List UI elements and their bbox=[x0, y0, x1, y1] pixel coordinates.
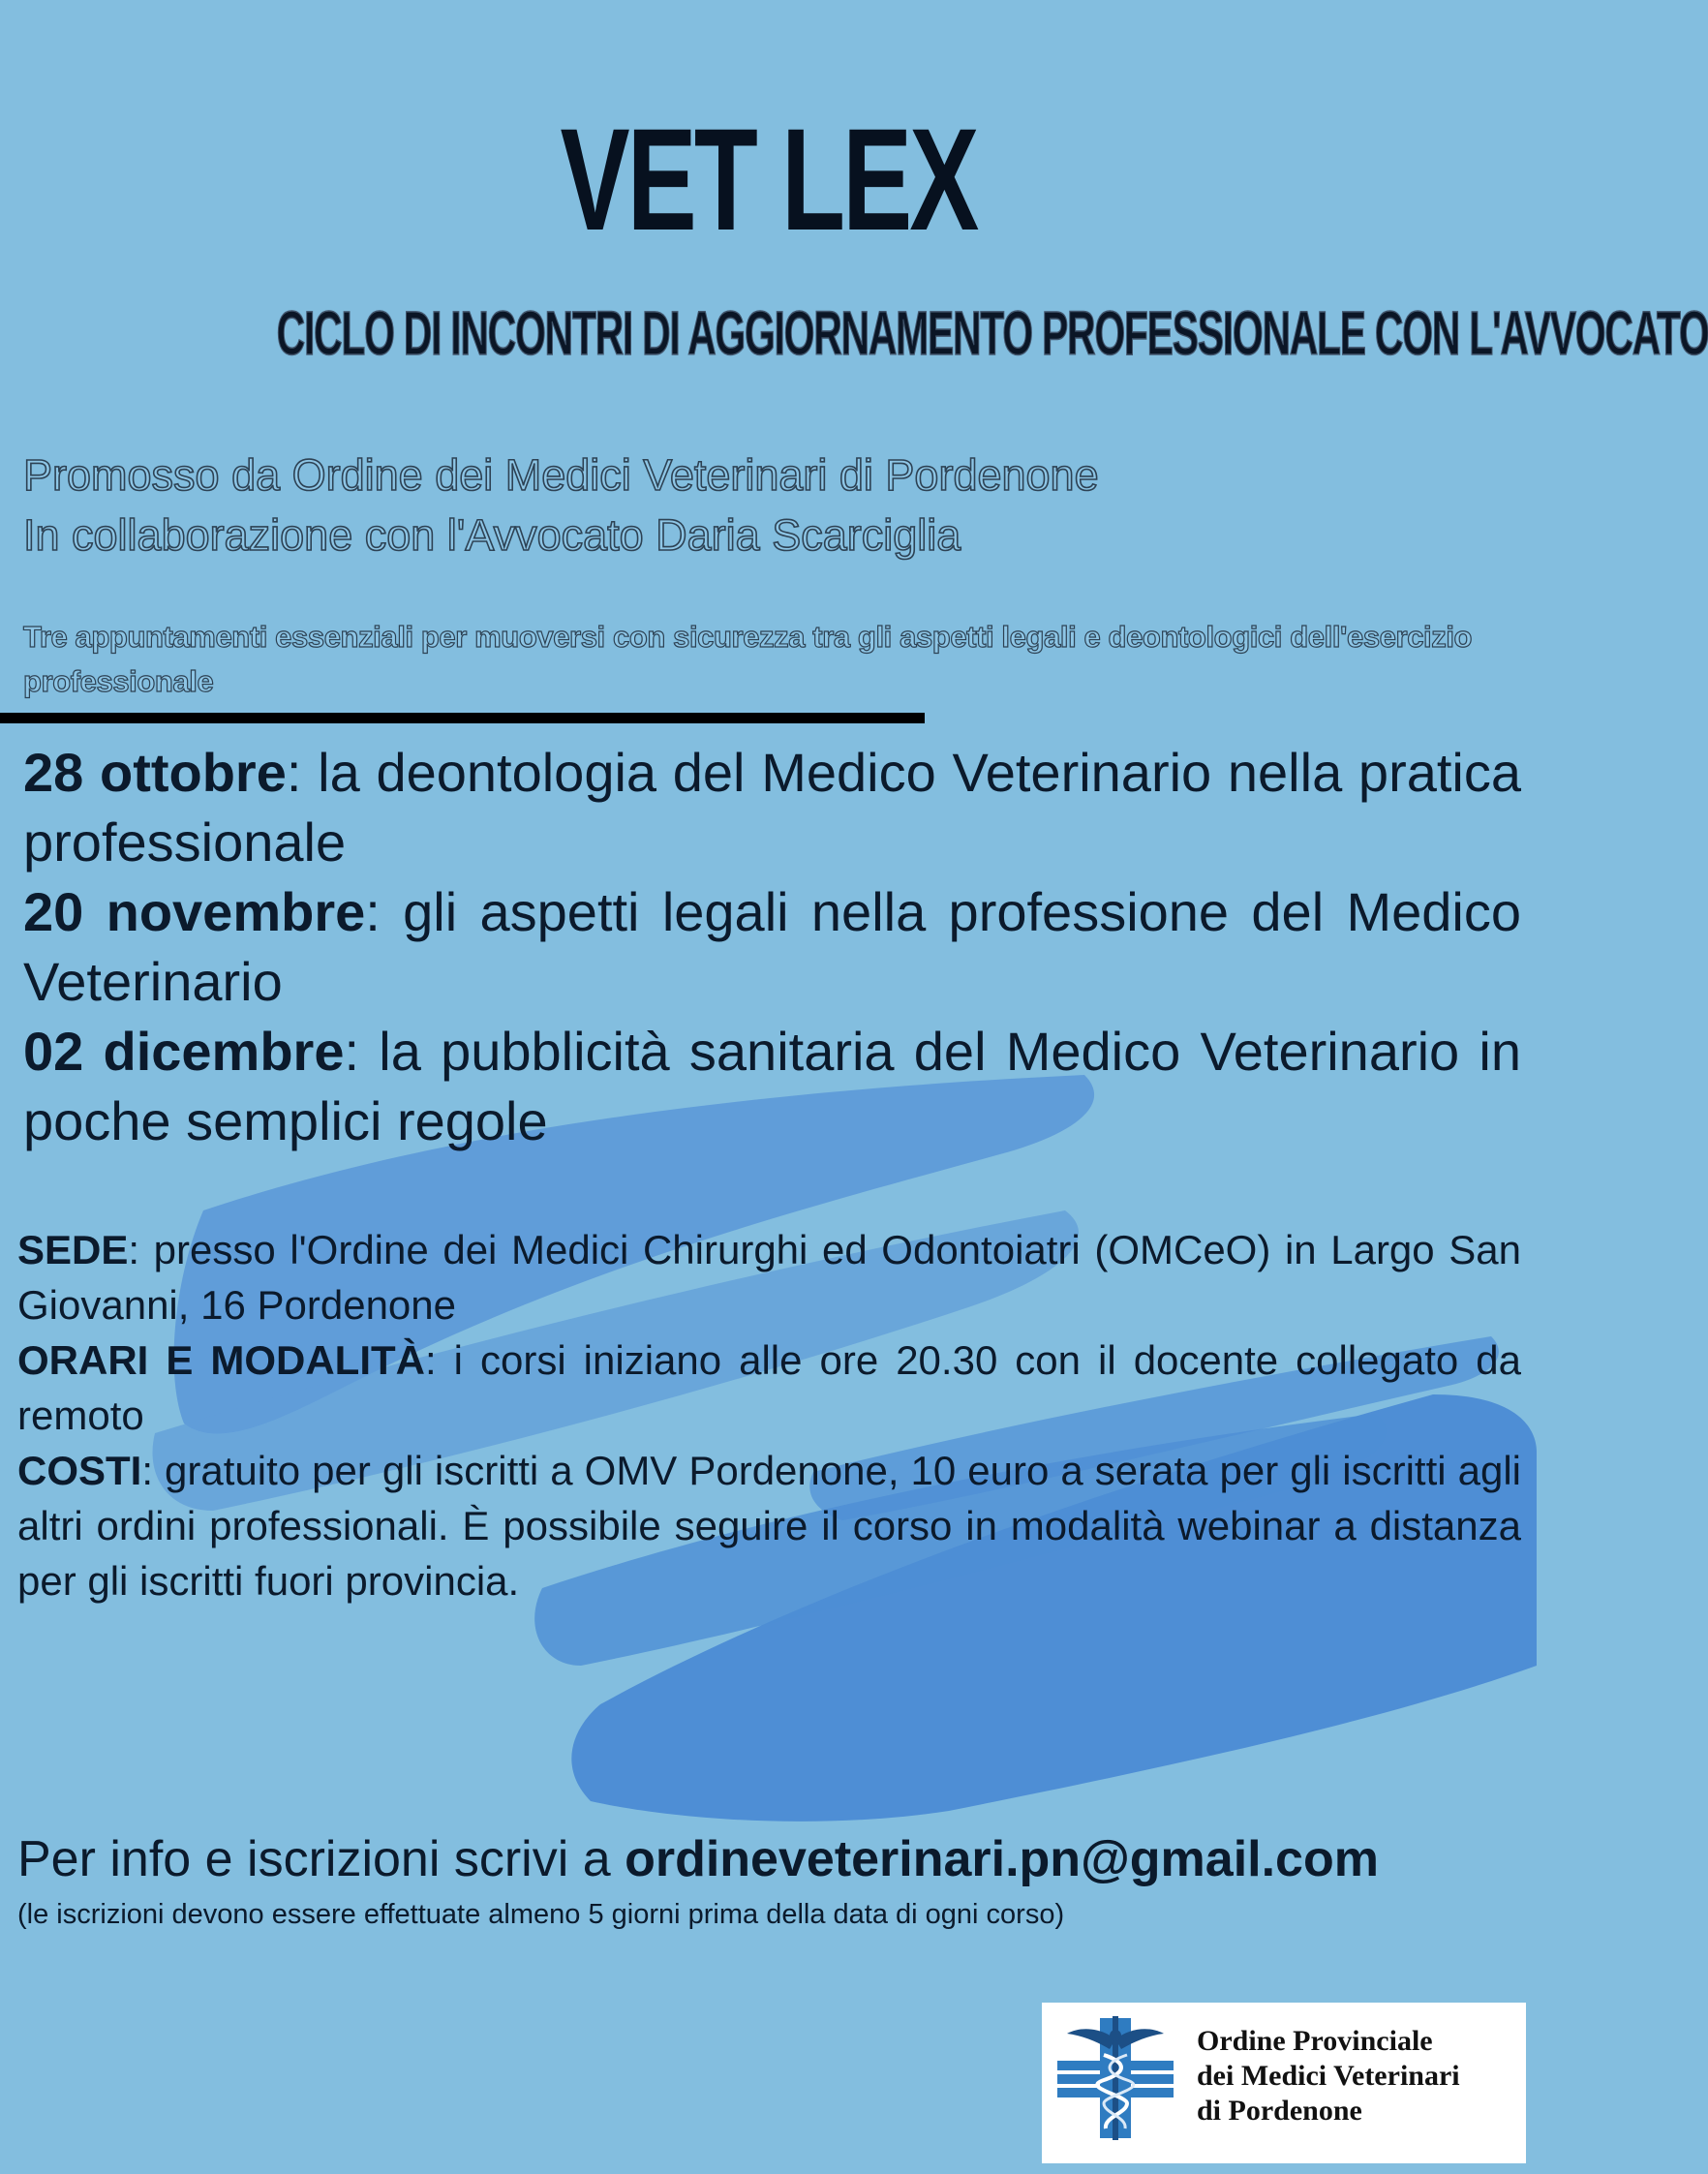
collaboration-line: In collaborazione con l'Avvocato Daria Scarciglia bbox=[23, 510, 961, 560]
detail-text: : gratuito per gli iscritti a OMV Pordenone, 10 euro a serata per gli iscritti agli altri ordini professionali. È possibile seguire il corso in modalità webinar a distanza per gli iscritti fuori provincia. bbox=[17, 1448, 1521, 1604]
event-date: 20 novembre bbox=[23, 881, 366, 942]
event-list bbox=[23, 738, 1521, 1156]
contact-note: (le iscrizioni devono essere effettuate almeno 5 giorni prima della data di ogni corso) bbox=[17, 1899, 1065, 1930]
logo-line-3: di Pordenone bbox=[1197, 2095, 1362, 2127]
event-date: 02 dicembre bbox=[23, 1021, 345, 1082]
event-item bbox=[23, 1017, 1521, 1156]
organization-logo bbox=[1042, 2003, 1526, 2163]
contact-line bbox=[17, 1829, 1528, 1889]
detail-label: COSTI bbox=[17, 1448, 142, 1493]
detail-venue bbox=[17, 1222, 1521, 1332]
event-date: 28 ottobre bbox=[23, 742, 287, 803]
event-item bbox=[23, 877, 1521, 1017]
detail-text: : presso l'Ordine dei Medici Chirurghi ed Odontoiatri (OMCeO) in Largo San Giovanni, 16 Pordenone bbox=[17, 1227, 1521, 1328]
event-description: : gli aspetti legali nella professione del Medico Veterinario bbox=[23, 881, 1521, 1012]
detail-text: : i corsi iniziano alle ore 20.30 con il docente collegato da remoto bbox=[17, 1337, 1521, 1438]
contact-email-link[interactable]: ordineveterinari.pn@gmail.com bbox=[625, 1831, 1379, 1887]
contact-prefix: Per info e iscrizioni scrivi a bbox=[17, 1831, 625, 1887]
detail-costs bbox=[17, 1443, 1521, 1608]
detail-label: ORARI E MODALITÀ bbox=[17, 1337, 425, 1383]
event-description: : la deontologia del Medico Veterinario nella pratica professionale bbox=[23, 742, 1522, 873]
event-description: : la pubblicità sanitaria del Medico Veterinario in poche semplici regole bbox=[23, 1021, 1521, 1151]
caduceus-cross-icon bbox=[1053, 2012, 1179, 2148]
organization-name bbox=[1197, 2024, 1460, 2128]
logo-line-1: Ordine Provinciale bbox=[1197, 2025, 1433, 2057]
promoter-line: Promosso da Ordine dei Medici Veterinari di Pordenone bbox=[23, 450, 1099, 500]
detail-schedule bbox=[17, 1332, 1521, 1443]
page-title: VET LEX bbox=[560, 98, 977, 260]
intro-text: Tre appuntamenti essenziali per muoversi con sicurezza tra gli aspetti legali e deontologici dell'esercizio professionale bbox=[23, 620, 1473, 698]
detail-label: SEDE bbox=[17, 1227, 129, 1272]
event-item bbox=[23, 738, 1521, 877]
divider bbox=[0, 713, 925, 723]
details-section bbox=[17, 1222, 1521, 1608]
page-subtitle: CICLO DI INCONTRI DI AGGIORNAMENTO PROFESSIONALE CON L'AVVOCATO bbox=[276, 298, 1708, 368]
logo-line-2: dei Medici Veterinari bbox=[1197, 2060, 1460, 2092]
